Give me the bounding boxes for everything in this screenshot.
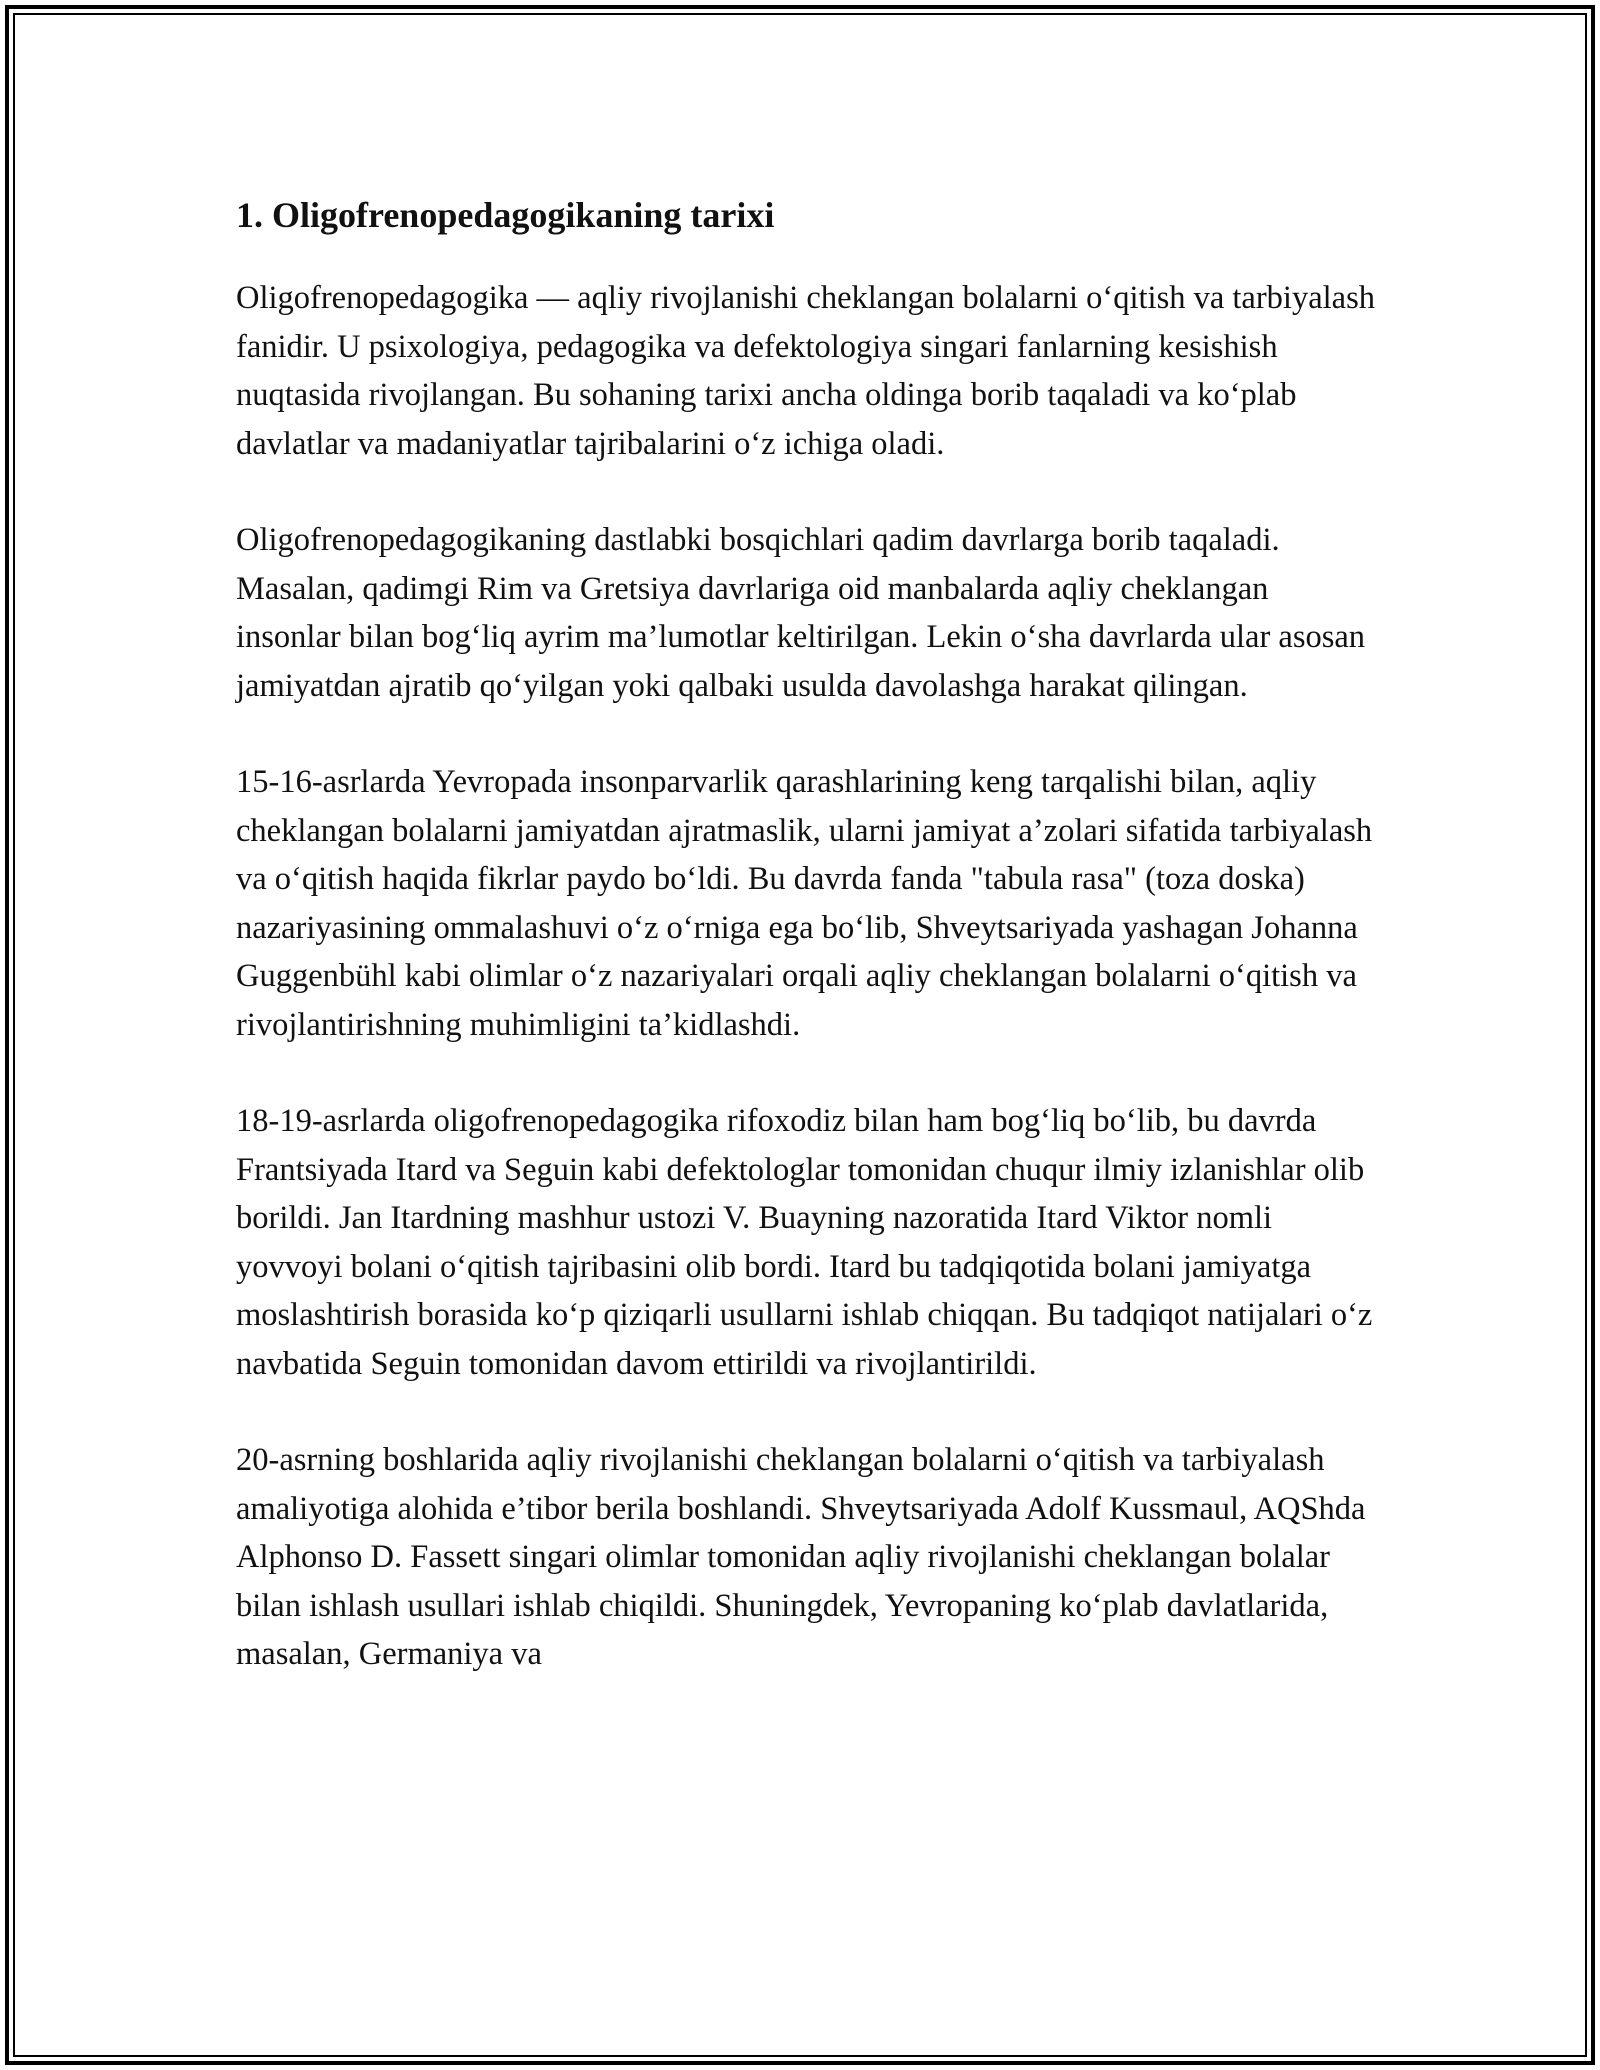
paragraph-5: 20-asrning boshlarida aqliy rivojlanishi cheklangan bolalarni o‘qitish va tarbiyalash amaliyotiga alohida e’tibor berila boshlandi. Shveytsariyada Adolf Kussmaul, AQShda Alphonso D. Fassett singari olimlar tomonidan aqliy rivojlanishi cheklangan bolalar bilan ishlash usullari ishlab chiqildi. Shuningdek, Yevropaning ko‘plab davlatlarida, masalan, Germaniya va	[236, 1442, 1366, 1672]
paragraph-1: Oligofrenopedagogika — aqliy rivojlanishi cheklangan bolalarni o‘qitish va tarbiyalash fanidir. U psixologiya, pedagogika va defektologiya singari fanlarning kesishish nuqtasida rivojlangan. Bu sohaning tarixi ancha oldinga borib taqaladi va ko‘plab davlatlar va madaniyatlar tajribalarini o‘z ichiga oladi.	[236, 280, 1375, 462]
section-heading: 1. Oligofrenopedagogikaning tarixi	[236, 195, 775, 235]
paragraph-2: Oligofrenopedagogikaning dastlabki bosqichlari qadim davrlarga borib taqaladi. Masalan, qadimgi Rim va Gretsiya davrlariga oid manbalarda aqliy cheklangan insonlar bilan bog‘liq ayrim ma’lumotlar keltirilgan. Lekin o‘sha davrlarda ular asosan jamiyatdan ajratib qo‘yilgan yoki qalbaki usulda davolashga harakat qilingan.	[236, 522, 1366, 704]
document-body	[236, 186, 1376, 1727]
paragraph-3: 15-16-asrlarda Yevropada insonparvarlik qarashlarining keng tarqalishi bilan, aqliy cheklangan bolalarni jamiyatdan ajratmaslik, ularni jamiyat a’zolari sifatida tarbiyalash va o‘qitish haqida fikrlar paydo bo‘ldi. Bu davrda fanda "tabula rasa" (toza doska) nazariyasining ommalashuvi o‘z o‘rniga ega bo‘lib, Shveytsariyada yashagan Johanna Guggenbühl kabi olimlar o‘z nazariyalari orqali aqliy cheklangan bolalarni o‘qitish va rivojlantirishning muhimligini ta’kidlashdi.	[236, 764, 1373, 1043]
paragraph-4: 18-19-asrlarda oligofrenopedagogika rifoxodiz bilan ham bog‘liq bo‘lib, bu davrda Frantsiyada Itard va Seguin kabi defektologlar tomonidan chuqur ilmiy izlanishlar olib borildi. Jan Itardning mashhur ustozi V. Buayning nazoratida Itard Viktor nomli yovvoyi bolani o‘qitish tajribasini olib bordi. Itard bu tadqiqotida bolani jamiyatga moslashtirish borasida ko‘p qiziqarli usullarni ishlab chiqqan. Bu tadqiqot natijalari o‘z navbatida Seguin tomonidan davom ettirildi va rivojlantirildi.	[236, 1103, 1373, 1382]
